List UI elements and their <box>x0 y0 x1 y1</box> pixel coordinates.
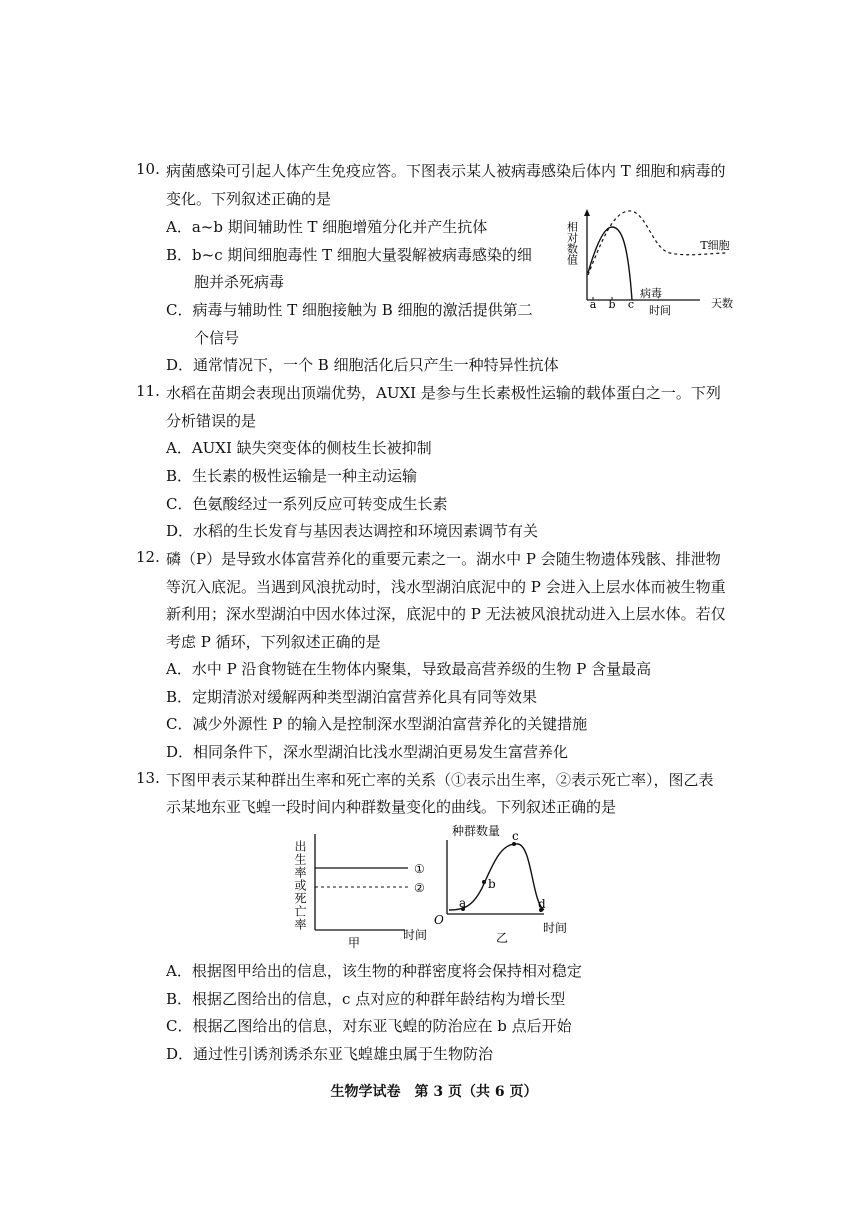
option-d: D．通常情况下，一个 B 细胞活化后只产生一种特异性抗体 <box>166 356 559 374</box>
question-stem: 水稻在苗期会表现出顶端优势，AUXI 是参与生长素极性运输的载体蛋白之一。下列 <box>166 384 721 402</box>
question-stem: 分析错误的是 <box>166 412 257 430</box>
question-number: 12. <box>136 548 160 566</box>
option-c: C．减少外源性 P 的输入是控制深水型湖泊富营养化的关键措施 <box>166 715 588 733</box>
option-d: D．水稻的生长发育与基因表达调控和环境因素调节有关 <box>166 522 539 540</box>
question-stem: 变化。下列叙述正确的是 <box>166 190 332 208</box>
option-c: C．色氨酸经过一系列反应可转变成生长素 <box>166 495 448 513</box>
virus-label: 病毒 <box>640 287 662 300</box>
point-b <box>482 880 486 884</box>
label-a: a <box>459 896 467 910</box>
label-c: c <box>512 829 519 843</box>
option-b: B．根据乙图给出的信息，c 点对应的种群年龄结构为增长型 <box>166 990 566 1008</box>
question-stem: 考虑 P 循环，下列叙述正确的是 <box>166 633 381 651</box>
question-number: 13. <box>136 769 160 787</box>
question-stem: 磷（P）是导致水体富营养化的重要元素之一。湖水中 P 会随生物遗体残骸、排泄物 <box>166 550 721 568</box>
x-label-days: 天数 <box>711 297 733 310</box>
option-a: A．水中 P 沿食物链在生物体内聚集，导致最高营养级的生物 P 含量最高 <box>166 660 652 678</box>
label-2: ② <box>414 881 425 895</box>
q10-figure <box>560 205 740 320</box>
label-d: d <box>538 897 546 911</box>
q13-figure-jia <box>290 826 435 951</box>
figure-caption: 甲 <box>347 936 361 950</box>
page-footer: 生物学试卷 第 3 页（共 6 页） <box>330 1084 538 1100</box>
question-stem: 等沉入底泥。当遇到风浪扰动时，浅水型湖泊底泥中的 P 会进入上层水体而被生物重 <box>166 578 726 596</box>
option-c: C．病毒与辅助性 T 细胞接触为 B 细胞的激活提供第二 <box>166 301 533 319</box>
tick-b: b <box>608 298 616 311</box>
question-stem: 示某地东亚飞蝗一段时间内种群数量变化的曲线。下列叙述正确的是 <box>166 798 617 816</box>
y-axis-arrow <box>584 209 590 216</box>
origin-label: O <box>434 913 444 927</box>
y-axis-label: 出生率或死亡率 <box>293 840 307 931</box>
option-c: 个信号 <box>194 329 240 347</box>
option-d: D．通过性引诱剂诱杀东亚飞蝗雄虫属于生物防治 <box>166 1045 494 1063</box>
option-a: A．AUXI 缺失突变体的侧枝生长被抑制 <box>166 439 432 457</box>
x-axis-label: 时间 <box>402 928 428 942</box>
x-label-time: 时间 <box>649 304 671 317</box>
option-a: A．根据图甲给出的信息，该生物的种群密度将会保持相对稳定 <box>166 962 582 980</box>
tick-a: a <box>589 298 597 311</box>
question-number: 11. <box>136 382 160 400</box>
option-b: B．定期清淤对缓解两种类型湖泊富营养化具有同等效果 <box>166 688 538 706</box>
question-number: 10. <box>136 160 160 178</box>
option-b: B．b~c 期间细胞毒性 T 细胞大量裂解被病毒感染的细 <box>166 246 532 264</box>
q13-figure-yi <box>432 822 582 952</box>
y-axis-label: 相对数值 <box>565 221 579 265</box>
label-b: b <box>488 877 496 891</box>
option-c: C．根据乙图给出的信息，对东亚飞蝗的防治应在 b 点后开始 <box>166 1017 572 1035</box>
tcell-label: T细胞 <box>700 239 730 252</box>
figure-caption: 乙 <box>495 931 509 945</box>
question-stem: 新利用；深水型湖泊中因水体过深，底泥中的 P 无法被风浪扰动进入上层水体。若仅 <box>166 605 726 623</box>
option-b: 胞并杀死病毒 <box>194 273 285 291</box>
virus-curve <box>588 227 632 300</box>
option-b: B．生长素的极性运输是一种主动运输 <box>166 467 418 485</box>
question-stem: 下图甲表示某种群出生率和死亡率的关系（①表示出生率，②表示死亡率），图乙表 <box>166 771 714 789</box>
option-a: A．a~b 期间辅助性 T 细胞增殖分化并产生抗体 <box>166 218 488 236</box>
y-axis-label: 种群数量 <box>452 824 501 838</box>
x-axis-label: 时间 <box>542 921 568 935</box>
option-d: D．相同条件下，深水型湖泊比浅水型湖泊更易发生富营养化 <box>166 743 569 761</box>
question-stem: 病菌感染可引起人体产生免疫应答。下图表示某人被病毒感染后体内 T 细胞和病毒的 <box>166 162 726 180</box>
tick-c: c <box>627 298 635 311</box>
label-1: ① <box>414 862 425 876</box>
